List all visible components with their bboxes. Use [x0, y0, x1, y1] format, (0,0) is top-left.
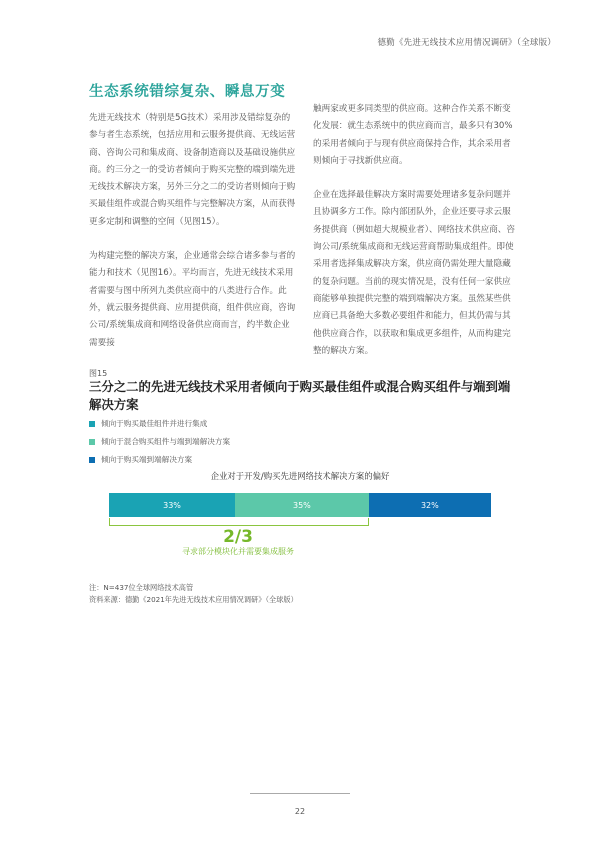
paragraph: 触两家或更多同类型的供应商。这种合作关系不断变化发展：就生态系统中的供应商而言，最多只有30%的采用者倾向于与现有供应商保持合作，其余采用者则倾向于寻找新供应商。 [313, 104, 513, 166]
bar-segment-3 [369, 493, 491, 517]
legend-swatch [89, 457, 95, 463]
legend-swatch [89, 439, 95, 445]
two-thirds-bracket [109, 518, 369, 526]
bar-segment-label: 33% [163, 500, 181, 510]
legend-item [89, 452, 230, 467]
paragraph: 为构建完整的解决方案，企业通常会综合诸多参与者的能力和技术（见图16）。平均而言，先进无线技术采用者需要与图中所列九类供应商中的八类进行合作。此外，就云服务提供商、应用提供商，组件供应商，咨询公司/系统集成商和网络设备供应商而言，约半数企业需要接 [89, 251, 296, 348]
section-title: 生态系统错综复杂、瞬息万变 [89, 84, 286, 100]
paragraph: 企业在选择最佳解决方案时需要处理诸多复杂问题并且协调多方工作。除内部团队外，企业还要寻求云服务提供商（例如超大规模业者）、网络技术供应商、咨询公司/系统集成商和无线运营商帮助集成组件。即使采用者选择集成解决方案，供应商仍需处理大量隐藏的复杂问题。当前的现实情况是，没有任何一家供应商能够单独提供完整的端到端解决方案。虽然某些供应商已具备绝大多数必要组件和能力，但其仍需与其他供应商合作，以获取和集成更多组件，从而构建完整的解决方案。 [313, 190, 515, 356]
body-column-right [313, 101, 516, 360]
bar-segment-label: 32% [420, 500, 439, 510]
paragraph: 先进无线技术（特别是5G技术）采用涉及错综复杂的参与者生态系统，包括应用和云服务提供商、无线运营商、咨询公司和集成商、设备制造商以及基础设施供应商。约三分之一的受访者倾向于购买完整的端到端先进无线技术解决方案，另外三分之二的受访者则倾向于购买最佳组件或混合购买组件与完整解决方案，从而获得更多定制和调整的空间（见图15）。 [89, 113, 296, 227]
figure-number: 图15 [89, 369, 108, 378]
legend-swatch [89, 421, 95, 427]
legend-label: 倾向于购买端到端解决方案 [101, 455, 193, 464]
two-thirds-figure: 2/3 [223, 527, 253, 547]
legend-label: 倾向于混合购买组件与端到端解决方案 [101, 437, 231, 446]
source-text: 资料来源：德勤《2021年先进无线技术应用情况调研》（全球版） [89, 595, 298, 604]
running-header: 德勤《先进无线技术应用情况调研》（全球版） [377, 38, 556, 48]
note-text: 注：N=437位全球网络技术高管 [89, 583, 194, 592]
chart-legend [89, 416, 230, 470]
stacked-bar [109, 493, 491, 517]
bar-segment-2 [235, 493, 369, 517]
figure-notes [89, 582, 298, 606]
two-thirds-caption: 寻求部分模块化并需要集成服务 [182, 547, 294, 556]
legend-item [89, 434, 230, 449]
figure-title: 三分之二的先进无线技术采用者倾向于购买最佳组件或混合购买组件与端到端解决方案 [89, 379, 511, 412]
legend-item [89, 416, 230, 431]
chart-title: 企业对于开发/购买先进网络技术解决方案的偏好 [210, 471, 390, 481]
bar-segment-1 [109, 493, 235, 517]
footer-divider [250, 793, 350, 794]
bar-segment-label: 35% [293, 500, 311, 510]
body-column-left [89, 110, 297, 352]
page-number: 22 [294, 807, 306, 816]
legend-label: 倾向于购买最佳组件并进行集成 [101, 419, 208, 428]
